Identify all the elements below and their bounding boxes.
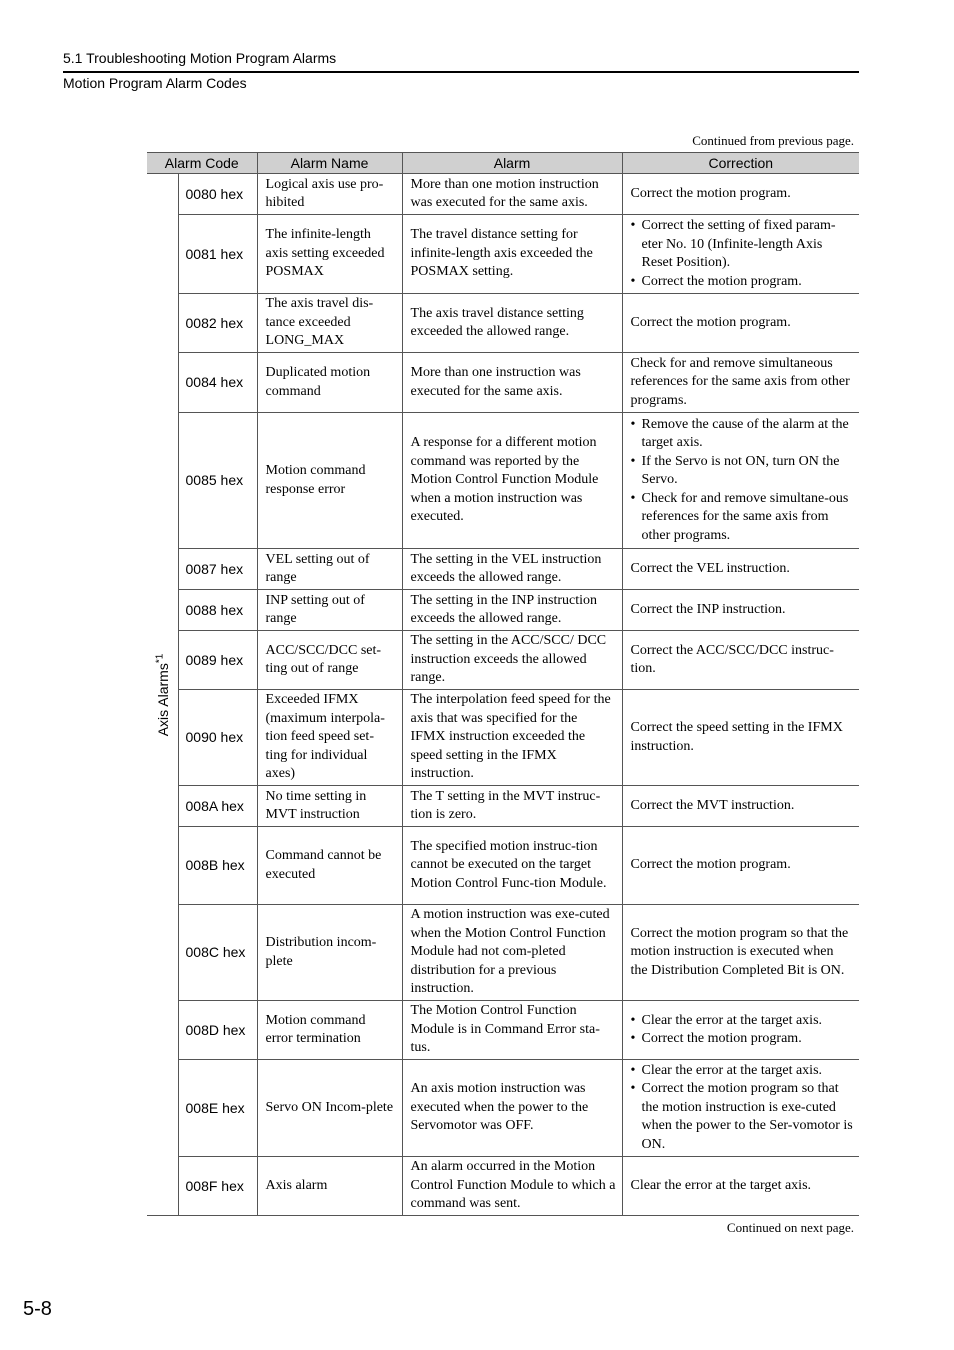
alarm-description-cell: The axis travel distance setting exceeded the allowed range. <box>402 294 622 353</box>
alarm-name-cell: VEL setting out of range <box>257 549 402 590</box>
correction-item: • Correct the motion program. <box>631 1030 854 1049</box>
table-row <box>147 174 859 215</box>
correction-item: • If the Servo is not ON, turn ON the Servo. <box>631 453 854 490</box>
table-row <box>147 549 859 590</box>
table-row <box>147 1001 859 1060</box>
alarm-code-cell: 0085 hex <box>178 413 257 549</box>
correction-item: • Correct the setting of fixed param-eter No. 10 (Infinite-length Axis Reset Position). <box>631 217 854 273</box>
correction-list <box>631 1062 854 1155</box>
axis-alarms-label-text: Axis Alarms <box>155 662 172 736</box>
alarm-code-cell: 008A hex <box>178 786 257 827</box>
alarm-description-cell: The setting in the INP instruction exceeds the allowed range. <box>402 590 622 631</box>
alarm-code-cell: 0082 hex <box>178 294 257 353</box>
correction-cell <box>622 1060 859 1157</box>
alarm-name-cell: Distribution incom-plete <box>257 905 402 1001</box>
table-row <box>147 590 859 631</box>
alarm-description-cell: The travel distance setting for infinite-length axis exceeded the POSMAX setting. <box>402 215 622 294</box>
table-row <box>147 413 859 549</box>
alarm-code-cell: 0088 hex <box>178 590 257 631</box>
alarm-description-cell: An alarm occurred in the Motion Control Function Module to which a command was sent. <box>402 1157 622 1216</box>
correction-text: Correct the INP instruction. <box>630 601 786 617</box>
correction-cell <box>622 215 859 294</box>
alarm-table-body <box>147 174 859 1216</box>
axis-alarms-label <box>152 653 173 736</box>
alarm-code-cell: 0081 hex <box>178 215 257 294</box>
correction-text: Correct the speed setting in the IFMX instruction. <box>630 720 843 754</box>
continued-next-note: Continued on next page. <box>726 1220 854 1235</box>
alarm-name-cell: Motion command error termination <box>257 1001 402 1060</box>
alarm-description-cell: The setting in the ACC/SCC/ DCC instruction exceeds the allowed range. <box>402 631 622 690</box>
table-row <box>147 786 859 827</box>
correction-cell <box>622 905 859 1001</box>
alarm-code-cell: 008D hex <box>178 1001 257 1060</box>
alarm-code-cell: 008F hex <box>178 1157 257 1216</box>
correction-list <box>631 1012 854 1049</box>
alarm-description-cell: The T setting in the MVT instruc-tion is zero. <box>402 786 622 827</box>
column-header-alarm-code: Alarm Code <box>147 153 257 174</box>
correction-cell <box>622 827 859 905</box>
alarm-name-cell: Logical axis use pro-hibited <box>257 174 402 215</box>
alarm-code-cell: 0084 hex <box>178 353 257 413</box>
alarm-table <box>147 152 859 1216</box>
correction-cell <box>622 413 859 549</box>
correction-cell <box>622 294 859 353</box>
alarm-description-cell: More than one motion instruction was executed for the same axis. <box>402 174 622 215</box>
alarm-name-cell: The axis travel dis-tance exceeded LONG_MAX <box>257 294 402 353</box>
correction-cell <box>622 690 859 786</box>
alarm-name-cell: Duplicated motion command <box>257 353 402 413</box>
correction-list <box>631 416 854 546</box>
alarm-description-cell: A motion instruction was exe-cuted when the Motion Control Function Module had not com-pleted distribution for a previous instruction. <box>402 905 622 1001</box>
table-row <box>147 631 859 690</box>
alarm-description-cell: The setting in the VEL instruction exceeds the allowed range. <box>402 549 622 590</box>
page-number: 5-8 <box>23 1298 52 1320</box>
correction-item: • Correct the motion program so that the motion instruction is exe-cuted when the power to the Ser-vomotor is ON. <box>631 1080 854 1154</box>
correction-item: • Clear the error at the target axis. <box>631 1012 854 1031</box>
correction-text: Correct the motion program. <box>630 857 791 873</box>
alarm-code-cell: 008E hex <box>178 1060 257 1157</box>
axis-alarms-group-cell <box>147 174 178 1216</box>
table-row <box>147 353 859 413</box>
alarm-code-cell: 008B hex <box>178 827 257 905</box>
alarm-description-cell: The Motion Control Function Module is in Command Error sta-tus. <box>402 1001 622 1060</box>
table-row <box>147 1157 859 1216</box>
correction-cell <box>622 549 859 590</box>
continued-from-note: Continued from previous page. <box>692 133 854 148</box>
alarm-name-cell: ACC/SCC/DCC set-ting out of range <box>257 631 402 690</box>
alarm-code-cell: 0087 hex <box>178 549 257 590</box>
alarm-name-cell: Exceeded IFMX (maximum interpola-tion feed speed set-ting for individual axes) <box>257 690 402 786</box>
section-title: 5.1 Troubleshooting Motion Program Alarms <box>63 50 337 66</box>
table-row <box>147 1060 859 1157</box>
alarm-description-cell: An axis motion instruction was executed when the power to the Servomotor was OFF. <box>402 1060 622 1157</box>
correction-text: Correct the VEL instruction. <box>630 560 790 576</box>
correction-cell <box>622 786 859 827</box>
alarm-name-cell: The infinite-length axis setting exceeded POSMAX <box>257 215 402 294</box>
alarm-name-cell: Motion command response error <box>257 413 402 549</box>
alarm-name-cell: INP setting out of range <box>257 590 402 631</box>
column-header-correction: Correction <box>622 153 859 174</box>
correction-cell <box>622 1001 859 1060</box>
footnote-marker: *1 <box>154 653 166 663</box>
alarm-name-cell: Servo ON Incom-plete <box>257 1060 402 1157</box>
alarm-name-cell: No time setting in MVT instruction <box>257 786 402 827</box>
table-row <box>147 827 859 905</box>
table-row <box>147 905 859 1001</box>
correction-cell <box>622 353 859 413</box>
correction-item: • Clear the error at the target axis. <box>631 1062 854 1081</box>
correction-text: Clear the error at the target axis. <box>630 1177 812 1193</box>
header-divider <box>63 71 859 73</box>
correction-item: • Remove the cause of the alarm at the target axis. <box>631 416 854 453</box>
correction-list <box>631 217 854 291</box>
correction-text: Correct the MVT instruction. <box>630 797 795 813</box>
column-header-alarm-name: Alarm Name <box>257 153 402 174</box>
correction-text: Correct the motion program. <box>630 314 791 330</box>
correction-text: Correct the motion program so that the motion instruction is executed when the Distribution Completed Bit is ON. <box>630 925 849 978</box>
table-row <box>147 294 859 353</box>
correction-text: Correct the ACC/SCC/DCC instruc-tion. <box>630 642 834 676</box>
table-row <box>147 215 859 294</box>
alarm-description-cell: A response for a different motion command was reported by the Motion Control Function Module when a motion instruction was executed. <box>402 413 622 549</box>
table-row <box>147 690 859 786</box>
alarm-name-cell: Axis alarm <box>257 1157 402 1216</box>
correction-item: • Check for and remove simultane-ous references for the same axis from other programs. <box>631 490 854 546</box>
alarm-description-cell: The interpolation feed speed for the axis that was specified for the IFMX instruction exceeded the speed setting in the IFMX instruction. <box>402 690 622 786</box>
correction-cell <box>622 1157 859 1216</box>
correction-cell <box>622 590 859 631</box>
table-header-row <box>147 153 859 174</box>
alarm-code-cell: 0080 hex <box>178 174 257 215</box>
page-subtitle: Motion Program Alarm Codes <box>63 75 247 91</box>
alarm-name-cell: Command cannot be executed <box>257 827 402 905</box>
alarm-description-cell: More than one instruction was executed for the same axis. <box>402 353 622 413</box>
correction-text: Correct the motion program. <box>630 185 791 201</box>
correction-cell <box>622 174 859 215</box>
correction-item: • Correct the motion program. <box>631 273 854 292</box>
correction-cell <box>622 631 859 690</box>
alarm-description-cell: The specified motion instruc-tion cannot be executed on the target Motion Control Func-tion Module. <box>402 827 622 905</box>
column-header-alarm: Alarm <box>402 153 622 174</box>
alarm-code-cell: 008C hex <box>178 905 257 1001</box>
correction-text: Check for and remove simultaneous references for the same axis from other programs. <box>630 355 850 408</box>
alarm-code-cell: 0089 hex <box>178 631 257 690</box>
alarm-code-cell: 0090 hex <box>178 690 257 786</box>
